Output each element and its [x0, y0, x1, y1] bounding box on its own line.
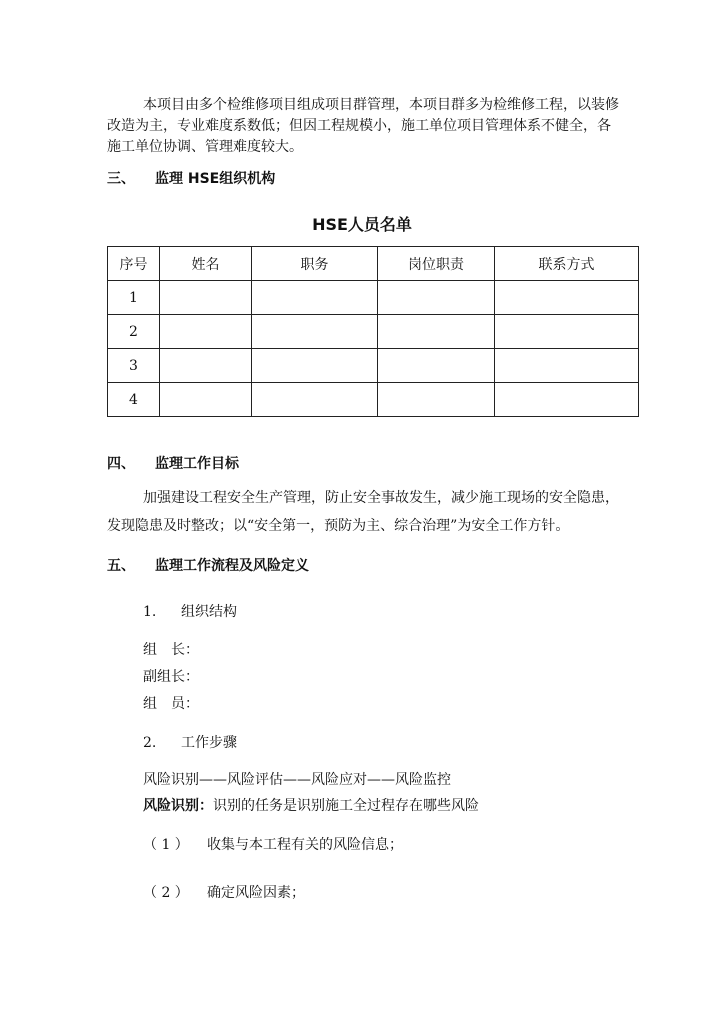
header-position: 职务: [252, 247, 378, 281]
step-1-number: （ 1 ）: [143, 837, 189, 853]
duties-cell: [378, 383, 495, 417]
duties-cell: [378, 281, 495, 315]
step-1-text: 收集与本工程有关的风险信息；: [207, 837, 403, 853]
table-row: [108, 281, 639, 315]
risk-flow: 风险识别——风险评估——风险应对——风险监控: [143, 772, 451, 788]
position-cell: [252, 349, 378, 383]
risk-identification-text: 识别的任务是识别施工全过程存在哪些风险: [213, 798, 479, 814]
position-cell: [252, 383, 378, 417]
name-cell: [160, 281, 252, 315]
header-serial: 序号: [108, 247, 160, 281]
section-4-para-line-2: 发现隐患及时整改；以“安全第一，预防为主、综合治理”为安全工作方针。: [107, 518, 570, 534]
intro-line-1: 本项目由多个检维修项目组成项目群管理，本项目群多为检维修工程，以装修: [143, 97, 619, 113]
table-row: [108, 383, 639, 417]
row-serial: 3: [108, 349, 160, 383]
deputy-label: 副组长：: [143, 669, 199, 685]
section-4-number: 四、: [107, 456, 135, 472]
leader-label: 组 长：: [143, 642, 199, 658]
hse-staff-table: [107, 246, 639, 417]
item-1-title: 组织结构: [181, 604, 237, 620]
section-3-number: 三、: [107, 171, 135, 187]
item-2-number: 2.: [143, 735, 157, 751]
position-cell: [252, 281, 378, 315]
item-2-title: 工作步骤: [181, 735, 237, 751]
position-cell: [252, 315, 378, 349]
header-name: 姓名: [160, 247, 252, 281]
step-2-number: （ 2 ）: [143, 885, 189, 901]
row-serial: 1: [108, 281, 160, 315]
member-label: 组 员：: [143, 696, 199, 712]
section-3-heading: 监理 HSE组织机构: [155, 171, 276, 187]
section-4-heading: 监理工作目标: [155, 456, 239, 472]
header-duties: 岗位职责: [378, 247, 495, 281]
contact-cell: [495, 281, 639, 315]
section-4-para-line-1: 加强建设工程安全生产管理，防止安全事故发生，减少施工现场的安全隐患，: [143, 490, 619, 506]
header-contact: 联系方式: [495, 247, 639, 281]
table-title: HSE人员名单: [312, 215, 412, 234]
duties-cell: [378, 315, 495, 349]
row-serial: 4: [108, 383, 160, 417]
risk-identification-label: 风险识别：: [143, 798, 213, 814]
section-5-number: 五、: [107, 558, 135, 574]
risk-identification: [143, 796, 479, 817]
name-cell: [160, 383, 252, 417]
table-header-row: [108, 247, 639, 281]
name-cell: [160, 349, 252, 383]
table-row: [108, 349, 639, 383]
intro-line-3: 施工单位协调、管理难度较大。: [107, 139, 303, 155]
table-row: [108, 315, 639, 349]
contact-cell: [495, 383, 639, 417]
intro-line-2: 改造为主，专业难度系数低；但因工程规模小，施工单位项目管理体系不健全，各: [107, 118, 611, 134]
contact-cell: [495, 349, 639, 383]
contact-cell: [495, 315, 639, 349]
step-2-text: 确定风险因素；: [207, 885, 305, 901]
duties-cell: [378, 349, 495, 383]
item-1-number: 1.: [143, 604, 157, 620]
row-serial: 2: [108, 315, 160, 349]
section-5-heading: 监理工作流程及风险定义: [155, 558, 309, 574]
name-cell: [160, 315, 252, 349]
